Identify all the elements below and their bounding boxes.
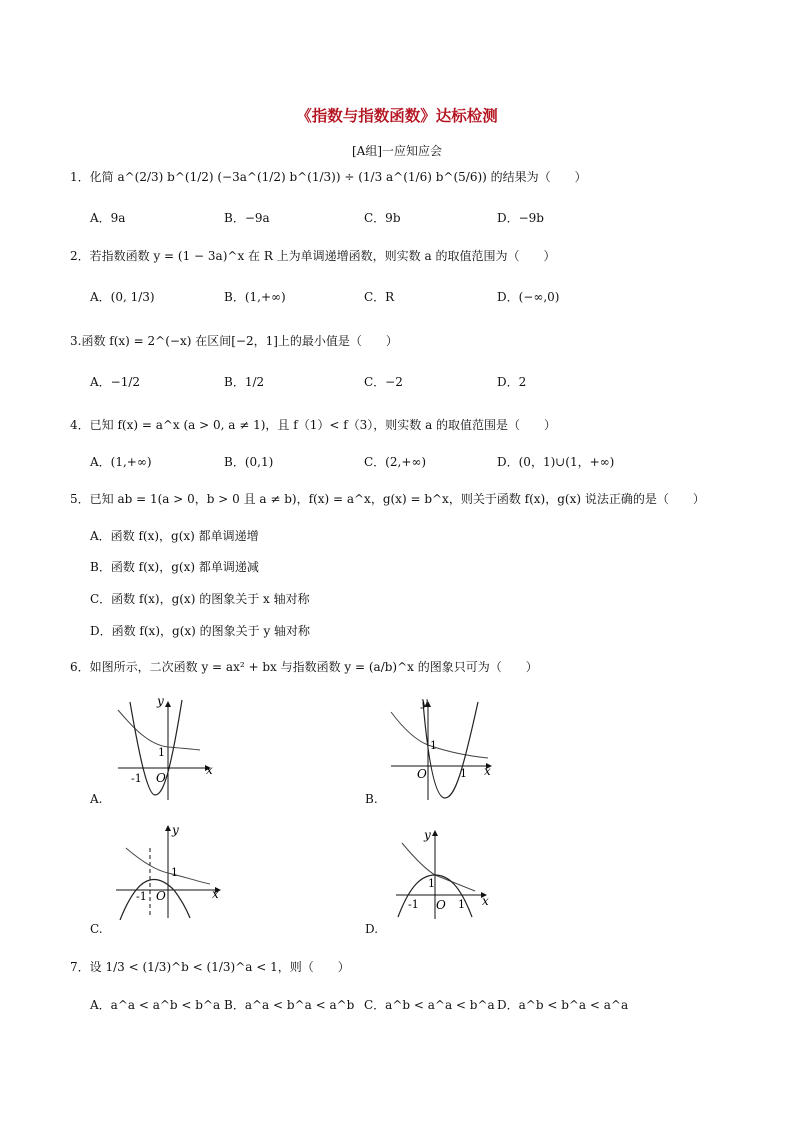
question-1-stem: 1．化简 a^(2/3) b^(1/2) (−3a^(1/2) b^(1/3)) ÷ (1/3 a^(1/6) b^(5/6)) 的结果为（ ） [70,170,587,184]
q7-option-d: D．a^b < b^a < a^a [497,998,629,1012]
q1-option-c: C．9b [364,211,401,225]
section-subtitle: [A组]一应知应会 [351,144,443,158]
tick-neg-one: -1 [136,890,147,903]
graph-c-label: C. [90,922,103,936]
graph-c [110,820,230,920]
q5-option-b: B．函数 f(x)，g(x) 都单调递减 [90,560,259,574]
y-label: y [424,828,431,842]
graph-b-label: B. [365,792,378,806]
graph-d-label: D. [365,922,379,936]
q2-option-d: D．(−∞,0) [497,290,560,304]
q1-option-b: B．−9a [224,211,270,225]
page-title: 《指数与指数函数》达标检测 [296,107,498,125]
q2-option-b: B．(1,+∞) [224,290,286,304]
q7-option-b: B．a^a < b^a < a^b [224,998,355,1012]
origin-label: O [156,889,166,903]
q3-option-b: B．1/2 [224,375,265,389]
q3-option-a: A．−1/2 [90,375,141,389]
y-label: y [421,695,428,709]
origin-label: O [436,898,446,912]
tick-one: 1 [158,746,165,759]
question-3-stem: 3.函数 f(x) = 2^(−x) 在区间[−2，1]上的最小值是（ ） [70,334,398,348]
q7-option-c: C．a^b < a^a < b^a [364,998,495,1012]
tick-one: 1 [171,866,178,879]
question-4-stem: 4．已知 f(x) = a^x (a > 0, a ≠ 1)，且 f（1）< f（3），则实数 a 的取值范围是（ ） [70,418,557,432]
exp-curve [391,712,488,758]
tick-one-x: 1 [460,767,467,780]
q4-option-d: D．(0，1)∪(1，+∞) [497,455,615,469]
exp-curve [118,710,200,750]
q5-option-d: D．函数 f(x)，g(x) 的图象关于 y 轴对称 [90,624,311,638]
graph-a [100,690,230,805]
graph-a-label: A. [90,792,103,806]
x-label: x [212,887,219,901]
question-7-stem: 7．设 1/3 < (1/3)^b < (1/3)^a < 1，则（ ） [70,960,350,974]
q4-option-a: A．(1,+∞) [90,455,152,469]
q1-option-d: D．−9b [497,211,544,225]
x-label: x [206,763,213,777]
q4-option-c: C．(2,+∞) [364,455,427,469]
q5-option-c: C．函数 f(x)，g(x) 的图象关于 x 轴对称 [90,592,310,606]
graph-b [383,690,513,805]
x-label: x [482,894,489,908]
tick-one-x: 1 [458,898,465,911]
q3-option-c: C．−2 [364,375,403,389]
q1-option-a: A．9a [90,211,126,225]
question-2-stem: 2．若指数函数 y = (1 − 3a)^x 在 R 上为单调递增函数，则实数 a 的取值范围为（ ） [70,249,556,263]
graph-d [390,825,500,920]
q2-option-a: A．(0, 1/3) [90,290,155,304]
tick-neg-one: -1 [408,898,419,911]
tick-neg-one: -1 [131,772,142,785]
tick-one: 1 [430,739,437,752]
y-label: y [157,694,164,708]
parabola-curve [120,879,190,920]
q3-option-d: D．2 [497,375,527,389]
y-label: y [172,823,179,837]
origin-label: O [156,771,166,785]
exp-curve [402,843,475,891]
q7-option-a: A．a^a < a^b < b^a [90,998,221,1012]
x-label: x [484,764,491,778]
origin-label: O [417,767,427,781]
tick-one: 1 [428,877,435,890]
q4-option-b: B．(0,1) [224,455,274,469]
question-5-stem: 5．已知 ab = 1(a > 0，b > 0 且 a ≠ b)，f(x) = a^x，g(x) = b^x，则关于函数 f(x)，g(x) 说法正确的是（ ） [70,492,705,506]
q5-option-a: A．函数 f(x)，g(x) 都单调递增 [90,529,259,543]
question-6-stem: 6．如图所示，二次函数 y = ax² + bx 与指数函数 y = (a/b)^x 的图象只可为（ ） [70,660,538,674]
q2-option-c: C．R [364,290,395,304]
